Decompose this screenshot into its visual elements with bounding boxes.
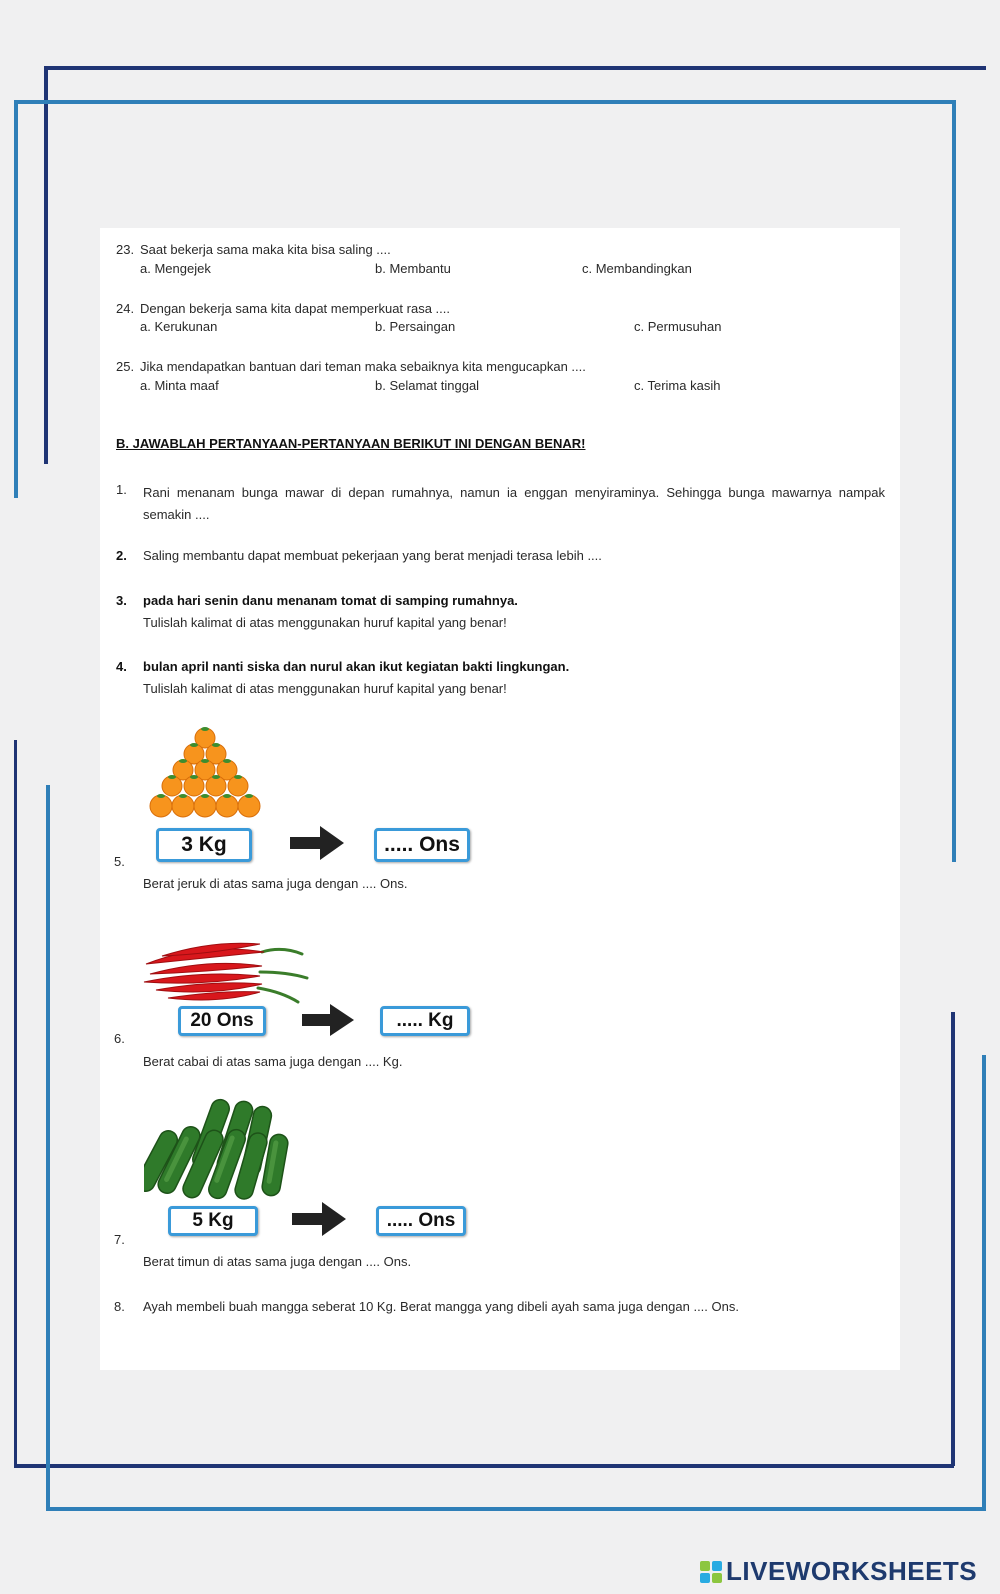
q5-arrow-icon xyxy=(290,824,344,862)
q23-number: 23. xyxy=(116,242,135,257)
q7-arrow-icon xyxy=(292,1200,346,1238)
q24-option-c: c. Permusuhan xyxy=(634,319,722,334)
cucumbers-image xyxy=(144,1094,300,1202)
frame-dark-left-lower xyxy=(14,740,17,1466)
b3-sentence: pada hari senin danu menanam tomat di samping rumahnya. xyxy=(143,593,518,608)
frame-light-right-upper xyxy=(952,100,956,862)
b1-text: Rani menanam bunga mawar di depan rumahnya, namun ia enggan menyiraminya. Sehingga bunga mawarnya nampak semakin .... xyxy=(143,485,885,522)
q24-number: 24. xyxy=(116,301,135,316)
b6-text: Berat cabai di atas sama juga dengan .... Kg. xyxy=(143,1054,403,1069)
liveworksheets-logo-icon xyxy=(700,1561,722,1583)
b5-number: 5. xyxy=(114,854,125,869)
section-b-heading: B. JAWABLAH PERTANYAAN-PERTANYAAN BERIKUT INI DENGAN BENAR! xyxy=(116,436,586,451)
frame-light-left-lower xyxy=(46,785,50,1511)
q24-option-a: a. Kerukunan xyxy=(140,319,218,334)
q5-from-box: 3 Kg xyxy=(156,828,252,862)
q25-text: Jika mendapatkan bantuan dari teman maka sebaiknya kita mengucapkan .... xyxy=(140,359,586,374)
b2-text: Saling membantu dapat membuat pekerjaan yang berat menjadi terasa lebih .... xyxy=(143,548,602,563)
q23-option-a: a. Mengejek xyxy=(140,261,211,276)
q23-option-c: c. Membandingkan xyxy=(582,261,692,276)
frame-light-left-upper xyxy=(14,100,18,498)
b6-number: 6. xyxy=(114,1031,125,1046)
worksheet-page xyxy=(100,228,900,1370)
liveworksheets-brand[interactable] xyxy=(700,1556,977,1587)
frame-dark-left-upper xyxy=(44,66,48,464)
q23-option-b: b. Membantu xyxy=(375,261,451,276)
b7-number: 7. xyxy=(114,1232,125,1247)
b3-number: 3. xyxy=(116,593,127,608)
q7-to-box: ..... Ons xyxy=(376,1206,466,1236)
q25-number: 25. xyxy=(116,359,135,374)
frame-dark-top xyxy=(46,66,986,70)
b3-instruction: Tulislah kalimat di atas menggunakan huruf kapital yang benar! xyxy=(143,615,507,630)
q6-to-box: ..... Kg xyxy=(380,1006,470,1036)
frame-light-right-lower xyxy=(982,1055,986,1511)
q5-to-box: ..... Ons xyxy=(374,828,470,862)
b5-text: Berat jeruk di atas sama juga dengan .... Ons. xyxy=(143,876,408,891)
q25-option-b: b. Selamat tinggal xyxy=(375,378,480,393)
b4-sentence: bulan april nanti siska dan nurul akan ikut kegiatan bakti lingkungan. xyxy=(143,659,570,674)
q24-text: Dengan bekerja sama kita dapat memperkuat rasa .... xyxy=(140,301,450,316)
frame-dark-bottom xyxy=(14,1464,954,1468)
b7-text: Berat timun di atas sama juga dengan .... Ons. xyxy=(143,1254,412,1269)
brand-name: LIVEWORKSHEETS xyxy=(726,1556,978,1586)
q6-arrow-icon xyxy=(302,1002,354,1038)
b4-instruction: Tulislah kalimat di atas menggunakan huruf kapital yang benar! xyxy=(143,681,507,696)
q23-text: Saat bekerja sama maka kita bisa saling .... xyxy=(140,242,391,257)
frame-light-top xyxy=(14,100,956,104)
q25-option-a: a. Minta maaf xyxy=(140,378,219,393)
b8-number: 8. xyxy=(114,1299,125,1314)
q7-from-box: 5 Kg xyxy=(168,1206,258,1236)
b1-number: 1. xyxy=(116,482,127,497)
red-chilies-image xyxy=(142,932,322,1012)
b8-text: Ayah membeli buah mangga seberat 10 Kg. Berat mangga yang dibeli ayah sama juga dengan .... Ons. xyxy=(143,1299,739,1314)
frame-dark-right-lower xyxy=(951,1012,955,1466)
q6-from-box: 20 Ons xyxy=(178,1006,266,1036)
b4-number: 4. xyxy=(116,659,127,674)
q24-option-b: b. Persaingan xyxy=(375,319,456,334)
frame-light-bottom xyxy=(46,1507,986,1511)
oranges-pyramid-image xyxy=(148,726,262,824)
b2-number: 2. xyxy=(116,548,127,563)
q25-option-c: c. Terima kasih xyxy=(634,378,721,393)
